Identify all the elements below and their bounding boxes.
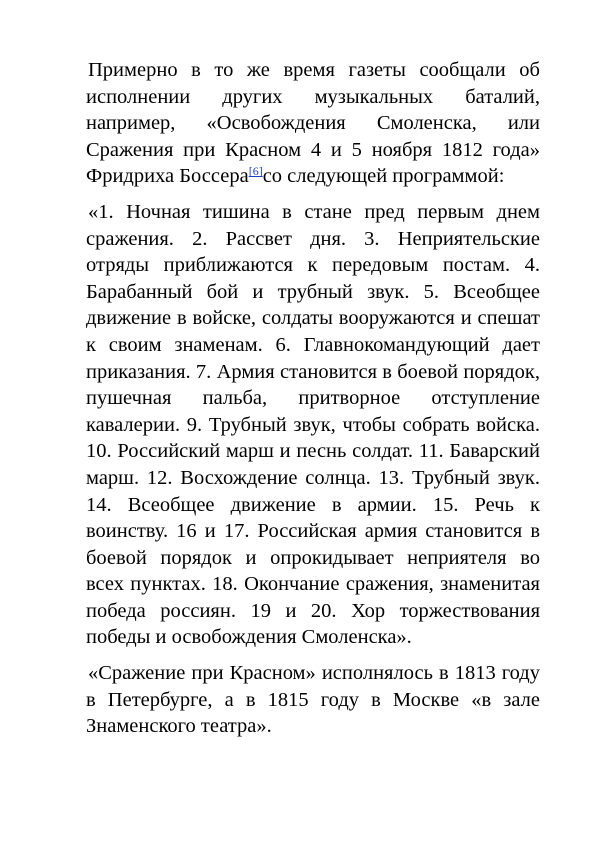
footnote-link[interactable]: [6] bbox=[248, 164, 263, 179]
paragraph-1-tail: со следующей программой: bbox=[262, 165, 505, 188]
document-page bbox=[86, 57, 540, 740]
paragraph-3-text: «Сражение при Красном» исполнялось в 1813 году в Петербурге, а в 1815 году в Москве «в зале Знаменского театра». bbox=[86, 662, 540, 738]
paragraph-3 bbox=[86, 660, 540, 740]
paragraph-2 bbox=[86, 199, 540, 651]
paragraph-1 bbox=[86, 57, 540, 190]
paragraph-2-text: «1. Ночная тишина в стане пред первым днем сражения. 2. Рассвет дня. 3. Неприятельские отряды приближаются к передовым постам. 4. Барабанный бой и трубный звук. 5. Всеобщее движение в войске, солдаты вооружаются и спешат к своим знаменам. 6. Главнокомандующий дает приказания. 7. Армия становится в боевой порядок, пушечная пальба, притворное отступление кавалерии. 9. Трубный звук, чтобы собрать войска. 10. Российский марш и песнь солдат. 11. Баварский марш. 12. Восхождение солнца. 13. Трубный звук. 14. Всеобщее движение в армии. 15. Речь к воинству. 16 и 17. Российская армия становится в боевой порядок и опрокидывает неприятеля во всех пунктах. 18. Окончание сражения, знаменитая победа россиян. 19 и 20. Хор торжествования победы и освобождения Смоленска». bbox=[86, 200, 540, 649]
paragraph-1-text: Примерно в то же время газеты сообщали об исполнении других музыкальных баталий, например, «Освобождения Смоленска, или Сражения при Красном 4 и 5 ноября 1812 года» Фридриха Боссера bbox=[86, 59, 540, 188]
